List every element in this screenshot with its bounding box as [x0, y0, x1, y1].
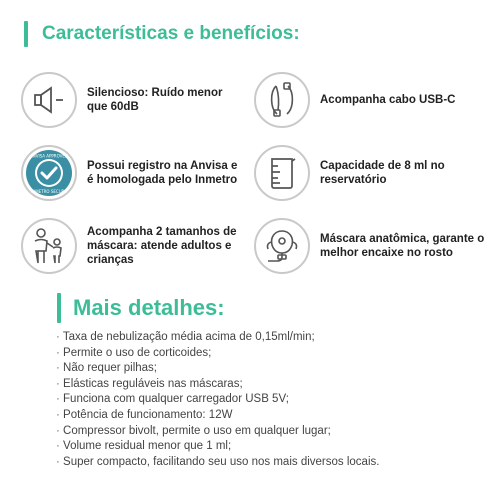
feature-text: Silencioso: Ruído menor que 60dB: [87, 87, 223, 113]
feature-mask-sizes: [21, 218, 246, 274]
feature-text: Possui registro na Anvisa e é homologada pelo Inmetro: [87, 160, 238, 186]
list-item: · Elásticas reguláveis nas máscaras;: [56, 377, 379, 393]
accent-bar: [24, 21, 28, 47]
feature-capacity: [254, 145, 494, 201]
list-item: · Taxa de nebulização média acima de 0,15ml/min;: [56, 330, 379, 346]
section-title: Mais detalhes:: [73, 295, 225, 320]
certified-badge-icon: [21, 145, 77, 201]
feature-text: Capacidade de 8 ml no reservatório: [320, 160, 445, 186]
feature-text: Máscara anatômica, garante o melhor encaixe no rosto: [320, 233, 485, 259]
accent-bar: [57, 293, 61, 323]
details-list: [56, 330, 379, 470]
list-item: · Permite o uso de corticoides;: [56, 346, 379, 362]
list-item: · Volume residual menor que 1 ml;: [56, 439, 379, 455]
family-icon: [21, 218, 77, 274]
section-header-features: [24, 21, 300, 47]
list-item: · Super compacto, facilitando seu uso nos mais diversos locais.: [56, 455, 379, 471]
nebulizer-mask-icon: [254, 218, 310, 274]
feature-text: Acompanha 2 tamanhos de máscara: atende adultos e crianças: [87, 226, 237, 266]
feature-usb-cable: [254, 72, 494, 128]
section-title: Características e benefícios:: [42, 23, 300, 44]
measuring-beaker-icon: [254, 145, 310, 201]
list-item: · Não requer pilhas;: [56, 361, 379, 377]
feature-anatomic-mask: [254, 218, 494, 274]
usb-cable-icon: [254, 72, 310, 128]
list-item: · Compressor bivolt, permite o uso em qualquer lugar;: [56, 424, 379, 440]
badge-bottom-text: INMETRO SECURE: [31, 189, 67, 194]
speaker-icon: [21, 72, 77, 128]
feature-silent: [21, 72, 246, 128]
feature-certified: [21, 145, 246, 201]
list-item: · Funciona com qualquer carregador USB 5V;: [56, 392, 379, 408]
list-item: · Potência de funcionamento: 12W: [56, 408, 379, 424]
section-header-details: [57, 293, 225, 323]
badge-top-text: ANVISA APPROVED: [29, 153, 69, 159]
feature-text: Acompanha cabo USB-C: [320, 94, 456, 106]
